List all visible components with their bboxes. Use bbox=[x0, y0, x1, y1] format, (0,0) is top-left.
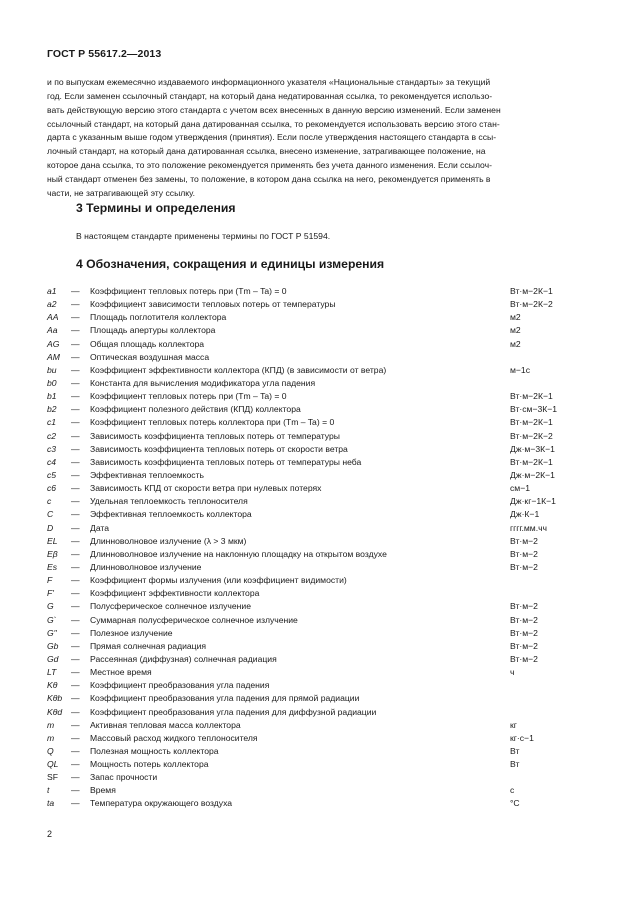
intro-paragraph bbox=[47, 76, 584, 201]
symbol: m bbox=[47, 732, 55, 743]
symbol-description: Зависимость коэффициента тепловых потерь от температуры неба bbox=[90, 456, 362, 467]
dash: — bbox=[71, 627, 80, 638]
symbol-row bbox=[47, 797, 587, 810]
symbol-description: Коэффициент преобразования угла падения bbox=[90, 680, 270, 691]
symbol-row bbox=[47, 548, 587, 561]
symbol-row bbox=[47, 561, 587, 574]
symbol-description: Коэффициент формы излучения (или коэффициент видимости) bbox=[90, 575, 347, 586]
symbol-row bbox=[47, 508, 587, 521]
symbol-description: Коэффициент эффективности коллектора bbox=[90, 588, 260, 599]
symbol-unit: ч bbox=[510, 667, 515, 678]
symbol: G bbox=[47, 601, 54, 612]
symbol-description: Прямая солнечная радиация bbox=[90, 640, 207, 651]
symbol-row bbox=[47, 758, 587, 771]
dash: — bbox=[71, 719, 80, 730]
symbol-row bbox=[47, 614, 587, 627]
symbol: Kθd bbox=[47, 706, 63, 717]
dash: — bbox=[71, 588, 80, 599]
symbol-unit: Дж·м−3К−1 bbox=[510, 443, 555, 454]
symbol-unit: Вт·м−2К−1 bbox=[510, 417, 553, 428]
symbol-description: Зависимость КПД от скорости ветра при нулевых потерях bbox=[90, 483, 322, 494]
symbol-row bbox=[47, 732, 587, 745]
dash: — bbox=[71, 430, 80, 441]
dash: — bbox=[71, 286, 80, 296]
symbol-description: Коэффициент тепловых потерь при (Tm – Ta) = 0 bbox=[90, 391, 287, 402]
symbol-description: Площадь поглотителя коллектора bbox=[90, 312, 227, 323]
dash: — bbox=[71, 561, 80, 572]
symbol: QL bbox=[47, 759, 59, 770]
dash: — bbox=[71, 759, 80, 770]
symbol-description: Запас прочности bbox=[90, 772, 158, 783]
symbol: a1 bbox=[47, 286, 57, 296]
dash: — bbox=[71, 469, 80, 480]
dash: — bbox=[71, 706, 80, 717]
intro-line: лочный стандарт, на который дана датированная ссылка, внесено изменение, затрагивающее положение, на bbox=[47, 146, 486, 157]
dash: — bbox=[71, 496, 80, 507]
symbol-unit: Вт·м−2 bbox=[510, 614, 538, 625]
symbol: c4 bbox=[47, 456, 57, 467]
dash: — bbox=[71, 614, 80, 625]
symbol-row bbox=[47, 351, 587, 364]
dash: — bbox=[71, 535, 80, 546]
symbol-description: Удельная теплоемкость теплоносителя bbox=[90, 496, 248, 507]
symbol: AA bbox=[47, 312, 59, 323]
symbol: G" bbox=[47, 627, 57, 638]
symbol: m bbox=[47, 719, 55, 730]
symbol: Gb bbox=[47, 640, 59, 651]
symbol: F bbox=[47, 575, 53, 586]
symbol: a2 bbox=[47, 299, 57, 310]
symbol-row bbox=[47, 666, 587, 679]
symbol-row bbox=[47, 456, 587, 469]
dash: — bbox=[71, 417, 80, 428]
symbol-unit: кг bbox=[510, 719, 517, 730]
page-number: 2 bbox=[47, 829, 53, 839]
intro-line: части, не затрагивающей эту ссылку. bbox=[47, 187, 195, 198]
symbol: b0 bbox=[47, 377, 57, 388]
symbol: Gd bbox=[47, 653, 59, 664]
symbol-description: Длинноволновое излучение (λ > 3 мкм) bbox=[90, 535, 247, 546]
symbol: AM bbox=[47, 351, 60, 362]
symbol-unit: Дж·К−1 bbox=[510, 509, 540, 520]
symbol-unit: Вт·м−2К−1 bbox=[510, 286, 553, 296]
symbol-row bbox=[47, 627, 587, 640]
symbol-row bbox=[47, 640, 587, 653]
dash: — bbox=[71, 601, 80, 612]
symbol-row bbox=[47, 719, 587, 732]
symbol-row bbox=[47, 443, 587, 456]
symbol-description: Мощность потерь коллектора bbox=[90, 759, 209, 770]
symbol-row bbox=[47, 679, 587, 692]
symbol-unit: Вт·м−2 bbox=[510, 548, 538, 559]
symbol-row bbox=[47, 469, 587, 482]
dash: — bbox=[71, 640, 80, 651]
symbol-row bbox=[47, 311, 587, 324]
dash: — bbox=[71, 391, 80, 402]
symbol-unit: Вт·м−2 bbox=[510, 640, 538, 651]
symbol-description: Коэффициент преобразования угла падения для прямой радиации bbox=[90, 693, 360, 704]
symbol: b2 bbox=[47, 404, 57, 415]
symbol-unit: с bbox=[510, 785, 515, 796]
intro-line: дарта с указанным выше годом утверждения (принятия). Если после утверждения настоящего стандарта в ссы- bbox=[47, 132, 497, 143]
symbol-description: Активная тепловая масса коллектора bbox=[90, 719, 241, 730]
symbol: c1 bbox=[47, 417, 57, 428]
symbol-description: Коэффициент эффективности коллектора (КПД) (в зависимости от ветра) bbox=[90, 364, 387, 375]
symbol-unit: Вт·м−2 bbox=[510, 601, 538, 612]
symbol-unit: Вт·см−3К−1 bbox=[510, 404, 558, 415]
dash: — bbox=[71, 693, 80, 704]
symbol-row bbox=[47, 692, 587, 705]
dash: — bbox=[71, 509, 80, 520]
symbol-description: Полезная мощность коллектора bbox=[90, 745, 219, 756]
dash: — bbox=[71, 483, 80, 494]
symbol-description: Дата bbox=[90, 522, 110, 533]
symbol: G` bbox=[47, 614, 57, 625]
symbol-description: Время bbox=[90, 785, 116, 796]
symbol: b1 bbox=[47, 391, 57, 402]
symbol: bu bbox=[47, 364, 57, 375]
intro-line: ссылочный стандарт, на который дана датированная ссылка, то рекомендуется использовать версию этого стан- bbox=[47, 118, 500, 129]
symbol-description: Эффективная теплоемкость bbox=[90, 469, 205, 480]
dash: — bbox=[71, 377, 80, 388]
symbol-description: Массовый расход жидкого теплоносителя bbox=[90, 732, 258, 743]
symbol: c5 bbox=[47, 469, 57, 480]
symbol: ta bbox=[47, 798, 55, 809]
symbol: Kθ bbox=[47, 680, 58, 691]
symbol: LT bbox=[47, 667, 57, 678]
symbol-row bbox=[47, 390, 587, 403]
symbol-unit: см−1 bbox=[510, 483, 531, 494]
symbol-unit: Вт·м−2К−1 bbox=[510, 456, 553, 467]
symbol-row bbox=[47, 377, 587, 390]
symbol-row bbox=[47, 403, 587, 416]
symbol-row bbox=[47, 430, 587, 443]
dash: — bbox=[71, 798, 80, 809]
symbol-description: Площадь апертуры коллектора bbox=[90, 325, 216, 336]
symbol-unit: Вт·м−2 bbox=[510, 535, 538, 546]
symbol: Aa bbox=[47, 325, 58, 336]
symbol: Q bbox=[47, 745, 54, 756]
dash: — bbox=[71, 772, 80, 783]
symbol-unit: Вт·м−2 bbox=[510, 653, 538, 664]
symbol-unit: Вт·м−2 bbox=[510, 561, 538, 572]
symbol-description: Общая площадь коллектора bbox=[90, 338, 205, 349]
dash: — bbox=[71, 338, 80, 349]
symbol-row bbox=[47, 745, 587, 758]
symbol-unit: Вт·м−2К−1 bbox=[510, 391, 553, 402]
symbol-description: Коэффициент преобразования угла падения для диффузной радиации bbox=[90, 706, 377, 717]
dash: — bbox=[71, 680, 80, 691]
dash: — bbox=[71, 548, 80, 559]
symbol-description: Константа для вычисления модификатора угла падения bbox=[90, 377, 316, 388]
symbol-unit: Вт·м−2К−2 bbox=[510, 299, 553, 310]
symbol: c6 bbox=[47, 483, 57, 494]
section-4-heading: 4 Обозначения, сокращения и единицы измерения bbox=[76, 257, 385, 271]
symbol-description: Зависимость коэффициента тепловых потерь от скорости ветра bbox=[90, 443, 348, 454]
dash: — bbox=[71, 443, 80, 454]
symbol-unit: Дж·м−2К−1 bbox=[510, 469, 555, 480]
symbol-unit: кг·с−1 bbox=[510, 732, 534, 743]
symbol-row bbox=[47, 416, 587, 429]
symbol-unit: Вт·м−2К−2 bbox=[510, 430, 553, 441]
symbol-unit: м2 bbox=[510, 325, 521, 336]
intro-line: которое дана ссылка, то это положение рекомендуется применять без учета данного изменения. Если ссылоч- bbox=[47, 160, 492, 171]
symbol-unit: Вт bbox=[510, 745, 520, 756]
dash: — bbox=[71, 785, 80, 796]
document-header: ГОСТ Р 55617.2—2013 bbox=[47, 48, 162, 60]
symbol: D bbox=[47, 522, 54, 533]
dash: — bbox=[71, 351, 80, 362]
section-3-heading: 3 Термины и определения bbox=[76, 201, 236, 215]
symbol-row bbox=[47, 784, 587, 797]
dash: — bbox=[71, 299, 80, 310]
symbol-row bbox=[47, 482, 587, 495]
dash: — bbox=[71, 653, 80, 664]
symbols-list bbox=[47, 285, 587, 811]
dash: — bbox=[71, 522, 80, 533]
symbol-row bbox=[47, 298, 587, 311]
symbol-description: Длинноволновое излучение на наклонную площадку на открытом воздухе bbox=[90, 548, 387, 559]
symbol-row bbox=[47, 574, 587, 587]
symbol: c bbox=[47, 496, 52, 507]
symbol-description: Коэффициент тепловых потерь коллектора при (Tm – Ta) = 0 bbox=[90, 417, 335, 428]
intro-line: и по выпускам ежемесячно издаваемого информационного указателя «Национальные стандарты» за текущий bbox=[47, 77, 491, 87]
dash: — bbox=[71, 364, 80, 375]
symbol: AG bbox=[47, 338, 60, 349]
dash: — bbox=[71, 404, 80, 415]
symbol-row bbox=[47, 771, 587, 784]
dash: — bbox=[71, 312, 80, 323]
symbol-row bbox=[47, 364, 587, 377]
symbol-description: Эффективная теплоемкость коллектора bbox=[90, 509, 252, 520]
dash: — bbox=[71, 575, 80, 586]
symbol: c3 bbox=[47, 443, 57, 454]
symbol-row bbox=[47, 338, 587, 351]
symbol-description: Температура окружающего воздуха bbox=[90, 798, 233, 809]
symbol-description: Длинноволновое излучение bbox=[90, 561, 202, 572]
symbol-unit: Вт·м−2 bbox=[510, 627, 538, 638]
symbol: Kθb bbox=[47, 693, 63, 704]
symbol-row bbox=[47, 653, 587, 666]
symbol: F' bbox=[47, 588, 54, 599]
symbol-description: Рассеянная (диффузная) солнечная радиация bbox=[90, 653, 277, 664]
symbol-row bbox=[47, 324, 587, 337]
intro-line: ный стандарт отменен без замены, то положение, в котором дана ссылка на него, рекомендуется применять в bbox=[47, 173, 491, 184]
symbol-description: Полусферическое солнечное излучение bbox=[90, 601, 252, 612]
symbol-unit: м2 bbox=[510, 338, 521, 349]
intro-line: год. Если заменен ссылочный стандарт, на который дана недатированная ссылка, то рекомендуется использо- bbox=[47, 90, 493, 101]
section-3-text: В настоящем стандарте применены термины по ГОСТ Р 51594. bbox=[76, 231, 331, 241]
symbol-description: Коэффициент тепловых потерь при (Tm – Ta) = 0 bbox=[90, 286, 287, 296]
symbol: C bbox=[47, 509, 54, 520]
symbol: Es bbox=[47, 561, 58, 572]
dash: — bbox=[71, 667, 80, 678]
symbol-row bbox=[47, 600, 587, 613]
dash: — bbox=[71, 325, 80, 336]
dash: — bbox=[71, 745, 80, 756]
symbol-description: Оптическая воздушная масса bbox=[90, 351, 210, 362]
dash: — bbox=[71, 732, 80, 743]
symbol-row bbox=[47, 535, 587, 548]
symbol-row bbox=[47, 495, 587, 508]
symbol: Eβ bbox=[47, 548, 58, 559]
intro-line: вать действующую версию этого стандарта с учетом всех внесенных в данную версию изменений. Если заменен bbox=[47, 104, 501, 115]
symbol: c2 bbox=[47, 430, 57, 441]
symbol-description: Местное время bbox=[90, 667, 152, 678]
symbol-row bbox=[47, 522, 587, 535]
symbol-description: Коэффициент полезного действия (КПД) коллектора bbox=[90, 404, 301, 415]
symbol-description: Суммарная полусферическое солнечное излучение bbox=[90, 614, 298, 625]
symbol-unit: °С bbox=[510, 798, 520, 809]
symbol-unit: Вт bbox=[510, 759, 520, 770]
symbol: SF bbox=[47, 772, 58, 783]
symbol-unit: м2 bbox=[510, 312, 521, 323]
symbol-description: Зависимость коэффициента тепловых потерь от температуры bbox=[90, 430, 340, 441]
symbol: t bbox=[47, 785, 50, 796]
symbol-unit: гггг.мм.чч bbox=[510, 522, 548, 533]
symbol-description: Полезное излучение bbox=[90, 627, 173, 638]
symbol-row bbox=[47, 587, 587, 600]
symbol: EL bbox=[47, 535, 58, 546]
dash: — bbox=[71, 456, 80, 467]
symbol-description: Коэффициент зависимости тепловых потерь от температуры bbox=[90, 299, 336, 310]
symbol-row bbox=[47, 706, 587, 719]
symbol-unit: м−1с bbox=[510, 364, 531, 375]
symbol-row bbox=[47, 285, 587, 298]
symbol-unit: Дж·кг−1К−1 bbox=[510, 496, 556, 507]
